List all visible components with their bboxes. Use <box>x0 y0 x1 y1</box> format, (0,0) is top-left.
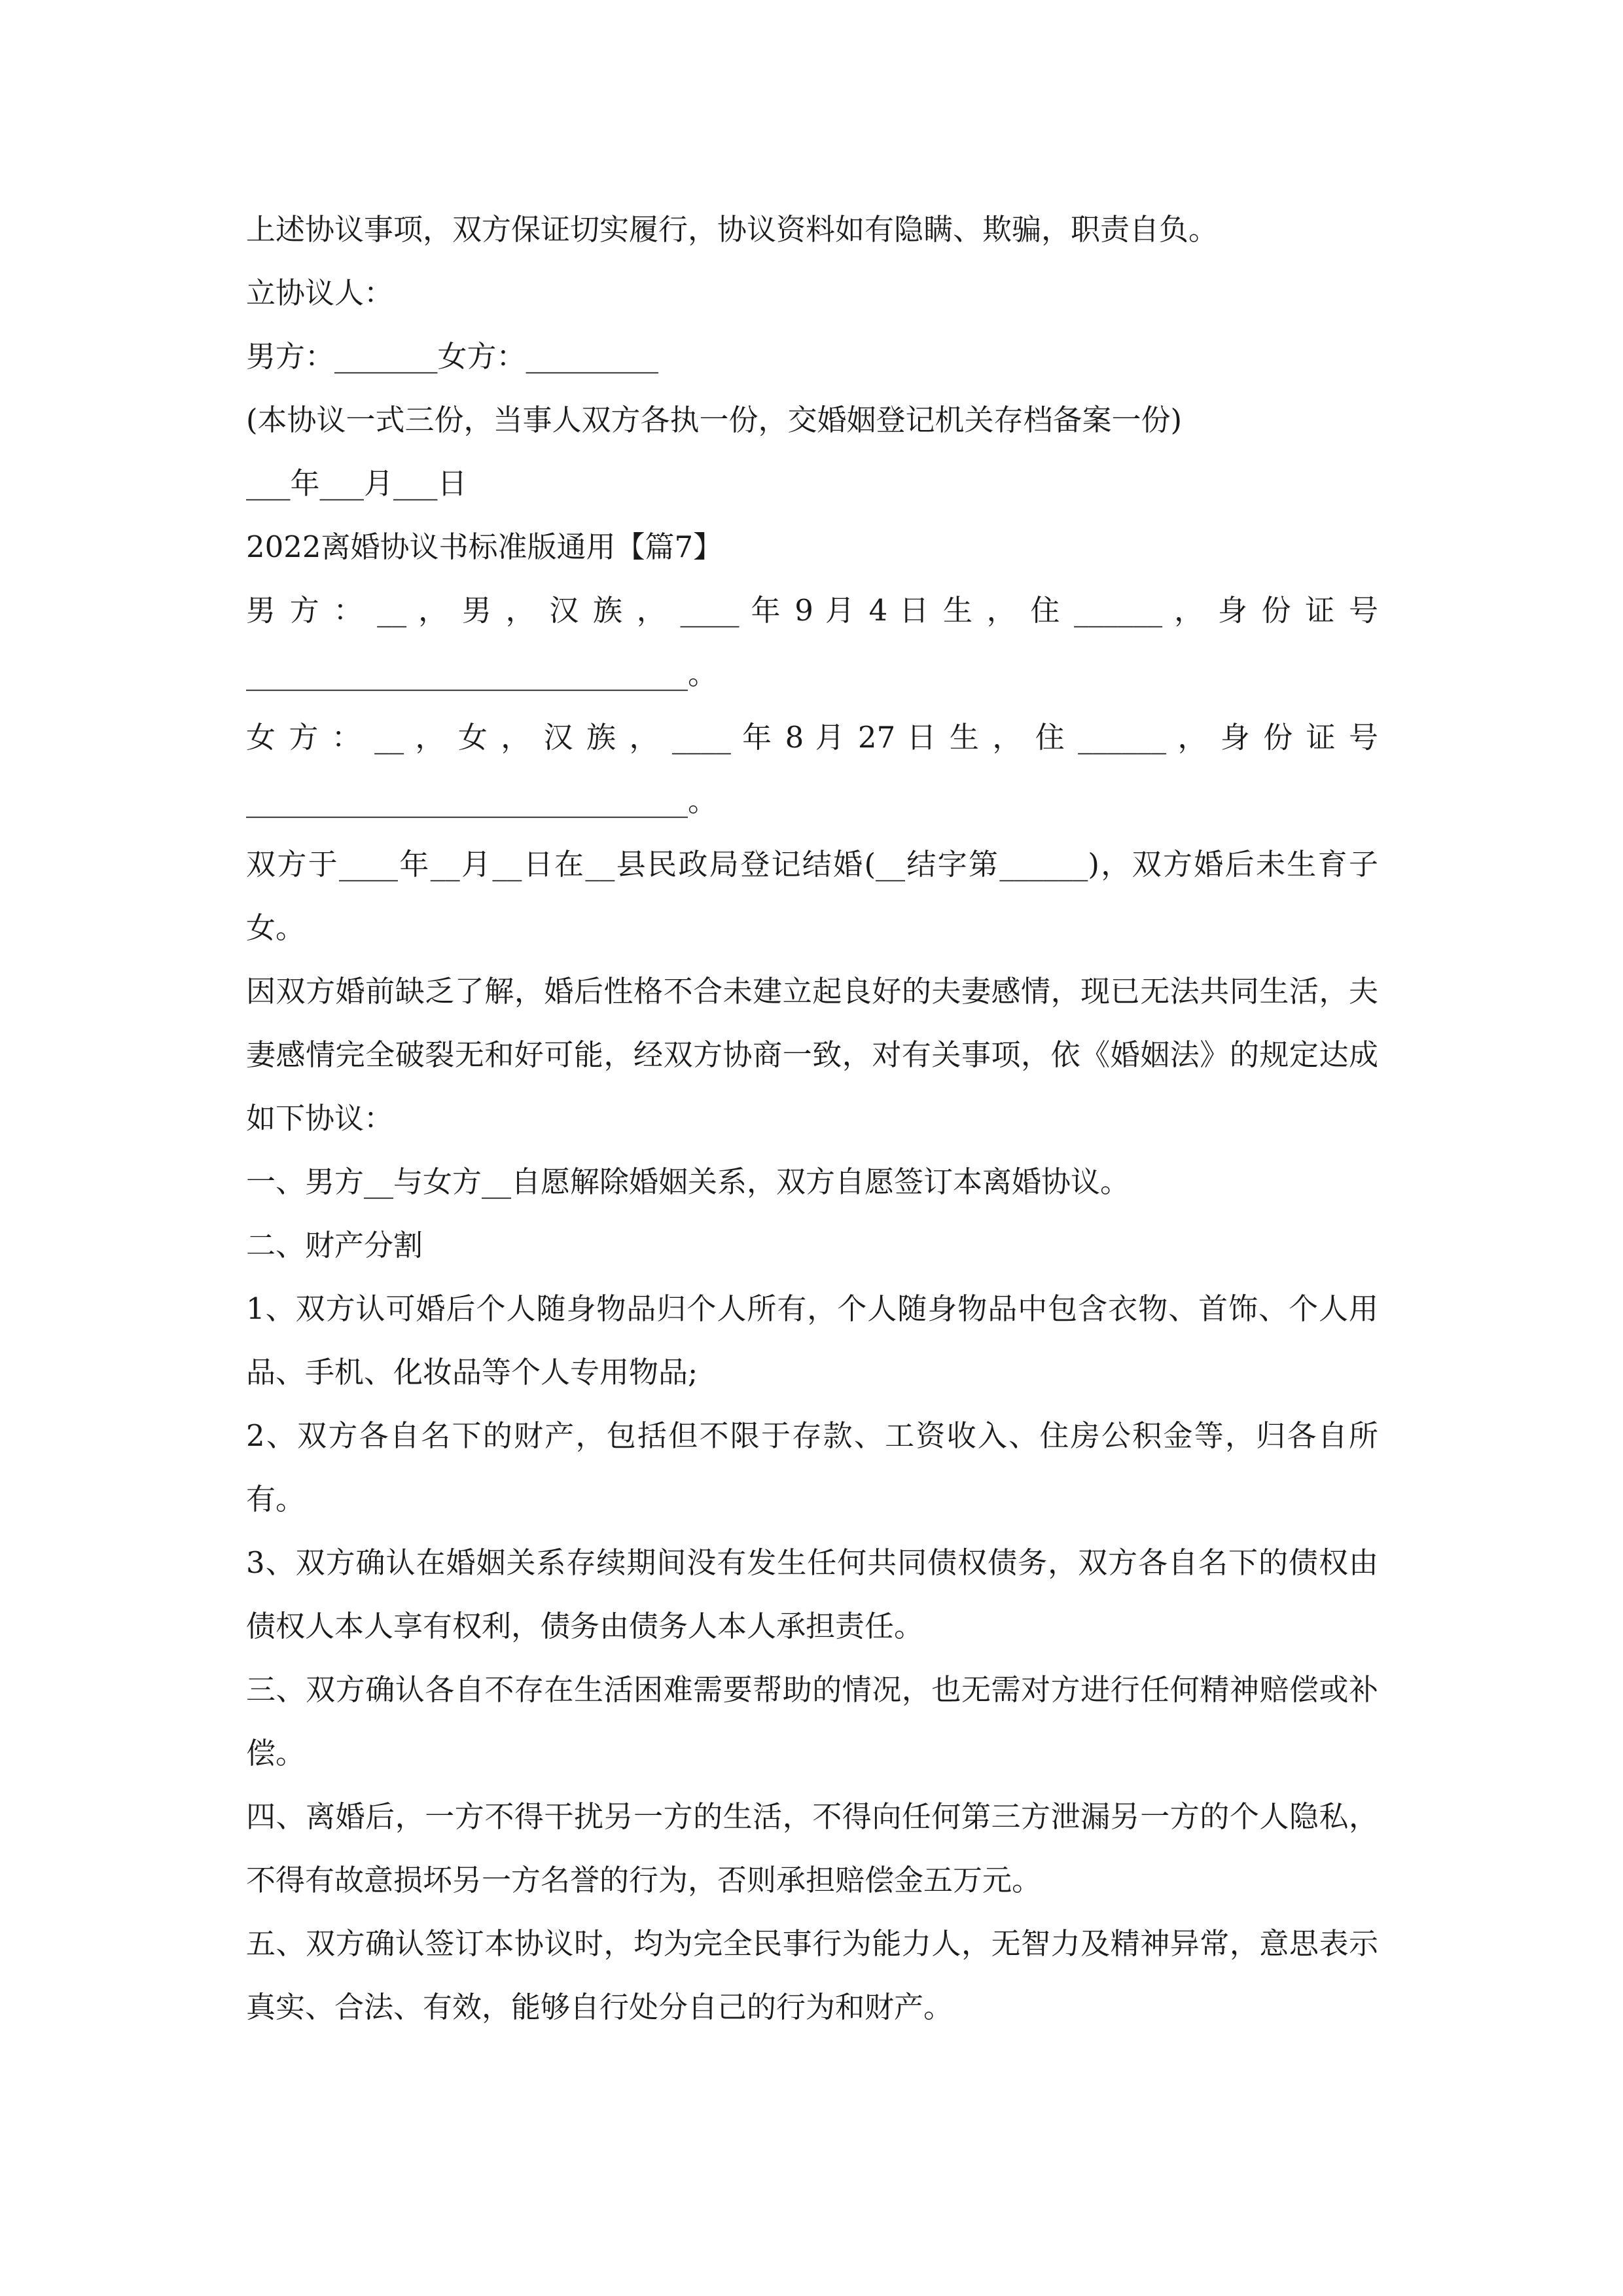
text-line: 上述协议事项，双方保证切实履行，协议资料如有隐瞒、欺骗，职责自负。 <box>246 212 1219 247</box>
male-id-line: ______________________________。 <box>246 656 718 691</box>
female-info-line: 女 方 ： __ ， 女 ， 汉 族 ， ____ 年 8 月 27 日 生 ， 住 ______ ， 身 份 证 号 <box>246 720 1378 755</box>
paragraph: 3、双方确认在婚姻关系存续期间没有发生任何共同债权债务，双方各自名下的债权由债权人本人享有权利，债务由债务人本人承担责任。 <box>246 1545 1378 1643</box>
paragraph: 一、男方__与女方__自愿解除婚姻关系，双方自愿签订本离婚协议。 <box>246 1164 1130 1199</box>
document-body <box>246 198 1378 2039</box>
paragraph: 三、双方确认各自不存在生活困难需要帮助的情况，也无需对方进行任何精神赔偿或补偿。 <box>246 1672 1378 1770</box>
text-line: 男方：_______女方：_________ <box>246 339 659 374</box>
paragraph: 二、财产分割 <box>246 1228 423 1263</box>
paragraph: 四、离婚后，一方不得干扰另一方的生活，不得向任何第三方泄漏另一方的个人隐私，不得有故意损坏另一方名誉的行为，否则承担赔偿金五万元。 <box>246 1799 1378 1897</box>
text-line: 立协议人： <box>246 276 394 310</box>
paragraph: 双方于____年__月__日在__县民政局登记结婚(__结字第______)，双方婚后未生育子女。 <box>246 847 1378 945</box>
female-id-line: ______________________________。 <box>246 783 718 818</box>
male-info-line: 男 方 ： __ ， 男 ， 汉 族 ， ____ 年 9 月 4 日 生 ， 住 ______ ， 身 份 证 号 <box>246 593 1378 628</box>
paragraph: 因双方婚前缺乏了解，婚后性格不合未建立起良好的夫妻感情，现已无法共同生活，夫妻感情完全破裂无和好可能，经双方协商一致，对有关事项，依《婚姻法》的规定达成如下协议： <box>246 974 1378 1136</box>
paragraph: 2、双方各自名下的财产，包括但不限于存款、工资收入、住房公积金等，归各自所有。 <box>246 1418 1378 1516</box>
text-line: ___年___月___日 <box>246 466 467 501</box>
paragraph: 1、双方认可婚后个人随身物品归个人所有，个人随身物品中包含衣物、首饰、个人用品、手机、化妆品等个人专用物品; <box>246 1291 1378 1390</box>
section-title: 2022离婚协议书标准版通用【篇7】 <box>246 529 723 564</box>
paragraph: 五、双方确认签订本协议时，均为完全民事行为能力人，无智力及精神异常，意思表示真实、合法、有效，能够自行处分自己的行为和财产。 <box>246 1926 1378 2024</box>
text-line: (本协议一式三份，当事人双方各执一份，交婚姻登记机关存档备案一份) <box>246 403 1183 437</box>
